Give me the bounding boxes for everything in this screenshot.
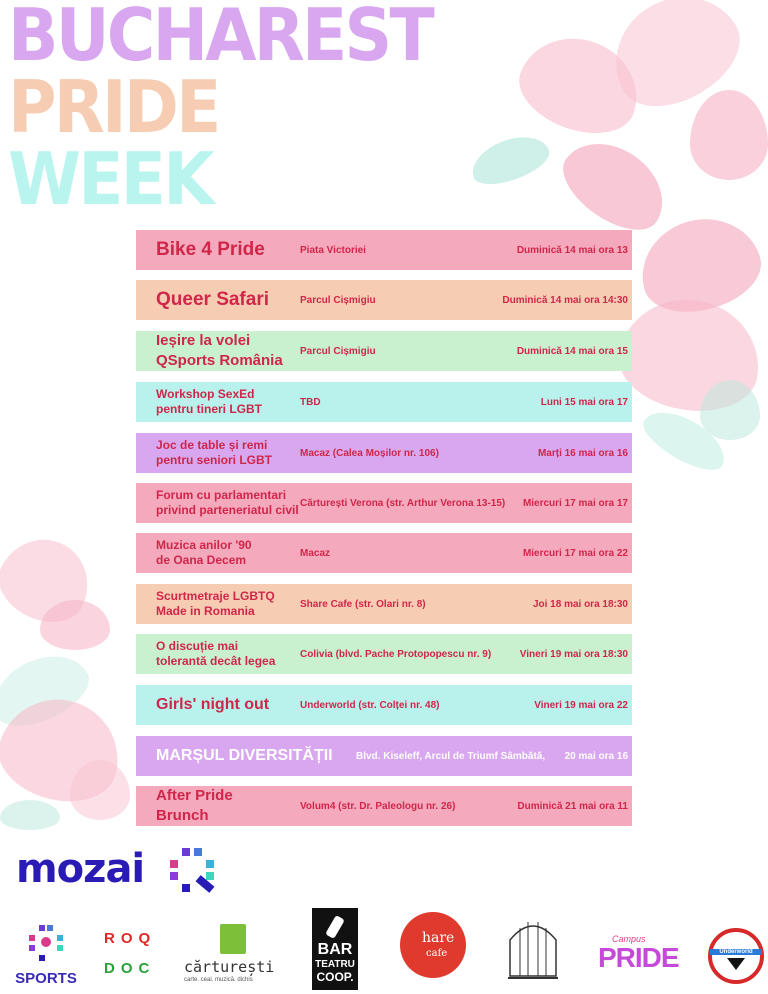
event-row xyxy=(136,634,632,674)
carturesti-label: cărturești xyxy=(184,958,275,976)
event-row xyxy=(136,433,632,473)
share-cafe-logo xyxy=(400,912,466,978)
event-location: Blvd. Kiseleff, Arcul de Triumf Sâmbătă, xyxy=(356,750,546,762)
mozaiq-wordmark: mozai xyxy=(16,846,145,892)
book-icon xyxy=(220,924,246,954)
event-location: Macaz (Calea Moșilor nr. 106) xyxy=(300,447,439,459)
event-location: Colivia (blvd. Pache Protopopescu nr. 9) xyxy=(300,648,492,660)
event-location: Macaz xyxy=(300,547,331,559)
event-row xyxy=(136,786,632,826)
bottle-icon xyxy=(325,915,345,939)
event-date: Duminică 21 mai ora 11 xyxy=(517,800,628,812)
event-name: Forum cu parlamentari privind parteneriatul civil xyxy=(156,488,299,517)
event-name: Muzica anilor '90 de Oana Decem xyxy=(156,538,252,567)
event-location: Volum4 (str. Dr. Paleologu nr. 26) xyxy=(300,800,456,812)
event-location: Parcul Cișmigiu xyxy=(300,345,376,357)
underworld-label: Underworld xyxy=(710,949,762,955)
qsports-icon xyxy=(26,924,66,964)
event-location: Underworld (str. Colței nr. 48) xyxy=(300,699,440,711)
event-date: Duminică 14 mai ora 14:30 xyxy=(502,294,628,306)
event-date: Joi 18 mai ora 18:30 xyxy=(532,598,628,610)
event-date: Miercuri 17 mai ora 17 xyxy=(522,497,628,509)
bar-label: BAR xyxy=(317,941,353,958)
event-name: Workshop SexEd pentru tineri LGBT xyxy=(156,387,262,416)
event-date: Duminică 14 mai ora 13 xyxy=(516,244,628,256)
mozaiq-q-icon xyxy=(166,846,218,896)
roq-label: ROQ xyxy=(104,930,157,947)
colivia-logo xyxy=(502,912,564,984)
event-row xyxy=(136,483,632,523)
title-bucharest: BUCHAREST xyxy=(8,0,432,77)
carturesti-logo xyxy=(184,924,288,986)
carturesti-tagline: carte. ceai. muzică. dichis xyxy=(184,977,253,983)
event-location: Cărturești Verona (str. Arthur Verona 13-15) xyxy=(300,497,506,509)
event-name: Queer Safari xyxy=(156,289,269,310)
qsports-logo xyxy=(12,924,80,990)
qsports-label: SPORTS xyxy=(15,970,77,987)
event-name: Joc de table și remi pentru seniori LGBT xyxy=(156,438,273,467)
title-pride: PRIDE xyxy=(8,65,219,149)
birdcage-icon xyxy=(502,912,564,984)
event-date: Vineri 19 mai ora 22 xyxy=(534,699,628,711)
arrow-down-icon xyxy=(727,958,745,970)
cafe-label: cafe xyxy=(426,948,448,959)
event-location: Parcul Cișmigiu xyxy=(300,294,376,306)
event-row xyxy=(136,584,632,624)
event-row xyxy=(136,382,632,422)
roqdoc-logo xyxy=(104,930,162,984)
event-row xyxy=(136,230,632,270)
bar-teatru-coop-logo xyxy=(312,908,358,990)
event-name: Girls' night out xyxy=(156,696,270,713)
event-date: 20 mai ora 16 xyxy=(564,750,628,762)
event-name: O discuție mai tolerantă decât legea xyxy=(156,639,276,668)
campus-pride-logo xyxy=(598,934,678,978)
title-week: WEEK xyxy=(8,137,212,221)
event-name: Scurtmetraje LGBTQ Made in Romania xyxy=(156,589,275,618)
event-date: Marți 16 mai ora 16 xyxy=(537,447,628,459)
campus-label: Campus xyxy=(612,934,646,944)
event-location: Share Cafe (str. Olari nr. 8) xyxy=(300,598,426,610)
coop-label: COOP. xyxy=(316,970,354,984)
event-location: Piata Victoriei xyxy=(300,244,366,256)
event-row xyxy=(136,533,632,573)
event-row xyxy=(136,685,632,725)
share-label: hare xyxy=(422,930,455,946)
mozaiq-logo xyxy=(16,846,144,896)
pride-label: PRIDE xyxy=(598,942,679,973)
event-row xyxy=(136,331,632,371)
event-date: Vineri 19 mai ora 18:30 xyxy=(519,648,628,660)
event-name: After Pride Brunch xyxy=(156,787,233,824)
event-row-march xyxy=(136,736,632,776)
event-name: Bike 4 Pride xyxy=(156,239,265,260)
teatru-label: TEATRU xyxy=(315,959,355,970)
event-row xyxy=(136,280,632,320)
event-date: Duminică 14 mai ora 15 xyxy=(516,345,628,357)
event-date: Luni 15 mai ora 17 xyxy=(540,396,628,408)
doc-label: DOC xyxy=(104,960,156,977)
underworld-logo xyxy=(708,928,764,984)
event-location: TBD xyxy=(300,396,321,408)
event-name: Ieșire la volei QSports România xyxy=(156,332,283,369)
event-date: Miercuri 17 mai ora 22 xyxy=(522,547,628,559)
event-name: MARȘUL DIVERSITĂȚII xyxy=(156,747,333,764)
